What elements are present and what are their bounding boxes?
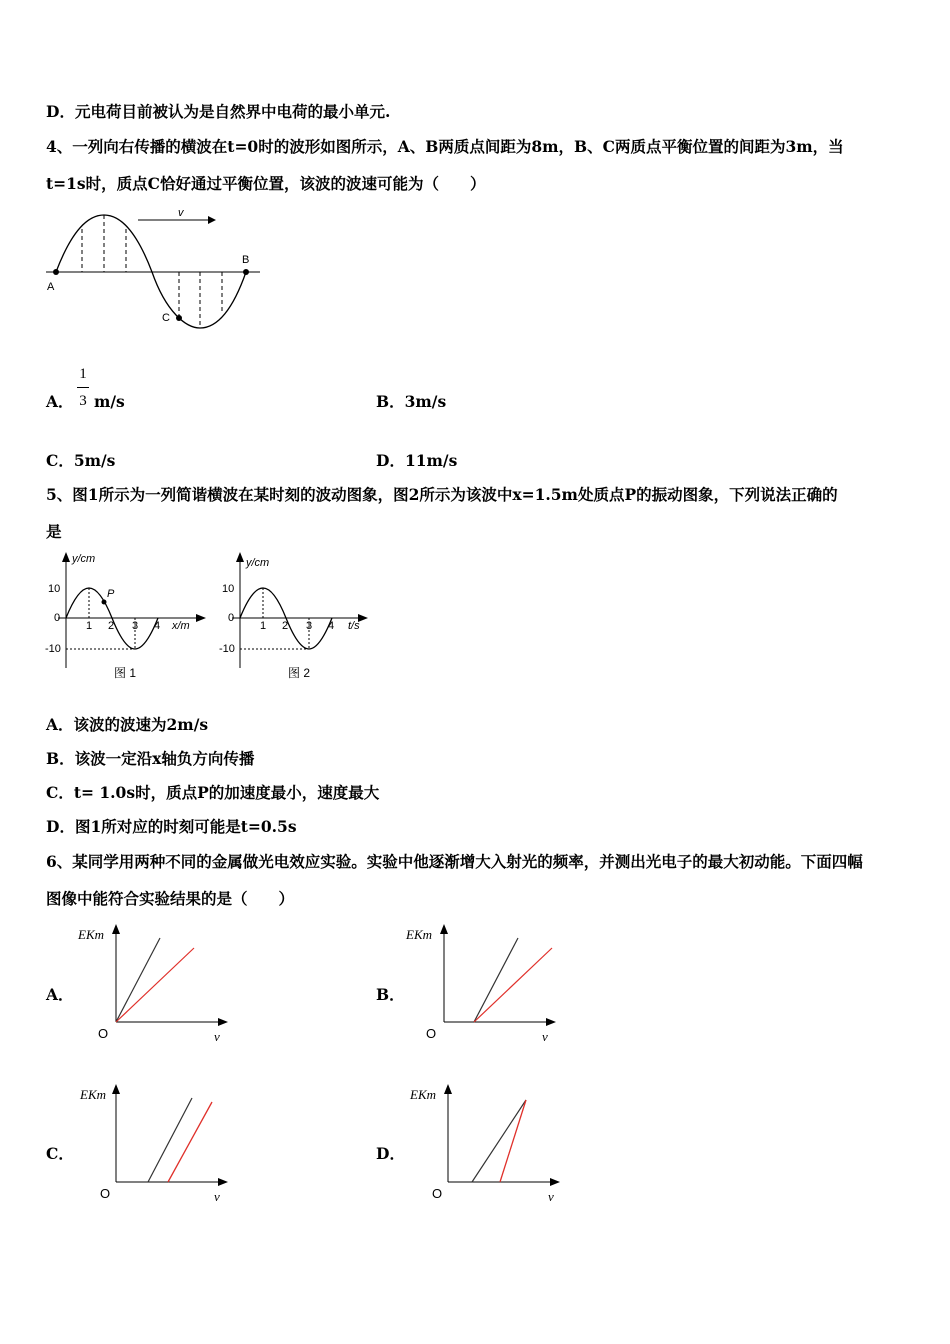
q5-fig1-wave-graph (40, 548, 210, 688)
point-a-dot (53, 269, 59, 275)
q4-option-b: B．3m/s (376, 392, 447, 411)
graph-d-origin: O (432, 1186, 443, 1201)
q5-stem-line1: 5、图1所示为一列简谐横波在某时刻的波动图象，图2所示为该波中x=1.5m处质点P的振动图象，下列说法正确的 (46, 485, 838, 504)
graph-b-black-line (474, 938, 518, 1022)
fig2-ylabel: y/cm (246, 557, 270, 569)
q5-option-d: D．图1所对应的时刻可能是t=0.5s (46, 817, 297, 836)
graph-d-red-line (500, 1100, 526, 1182)
fig1-ylabel: y/cm (72, 553, 96, 565)
point-p-dot (102, 600, 107, 605)
fig2-ytick-10: 10 (222, 583, 235, 595)
q4-option-a-denominator: 3 (79, 393, 87, 409)
fig1-xtick-4: 4 (154, 620, 161, 632)
fig2-ytick-0: 0 (228, 612, 235, 624)
velocity-label: v (178, 207, 184, 219)
fig1-ytick-0: 0 (54, 612, 61, 624)
q4-wave-figure (40, 200, 270, 340)
q5-option-b: B．该波一定沿x轴负方向传播 (46, 749, 255, 768)
fig2-xtick-4: 4 (328, 620, 335, 632)
q5-option-c: C．t= 1.0s时，质点P的加速度最小，速度最大 (46, 783, 380, 802)
fig1-xtick-1: 1 (86, 620, 93, 632)
fig1-ytick-neg10: -10 (45, 643, 61, 655)
point-p-label: P (107, 588, 115, 600)
graph-a-origin: O (98, 1026, 109, 1041)
q4-option-a-numerator: 1 (79, 366, 87, 382)
point-c-dot (176, 315, 182, 321)
point-c-label: C (162, 312, 170, 324)
fig2-xlabel: t/s (348, 620, 360, 632)
q4-stem-line1: 4、一列向右传播的横波在t=0时的波形如图所示，A、B两质点间距为8m，B、C两质点平衡位置的间距为3m，当 (46, 137, 844, 156)
graph-a-ylabel: EKm (78, 927, 104, 942)
q6-graph-b (398, 920, 568, 1050)
graph-b-red-line (474, 948, 552, 1022)
fig1-xlabel: x/m (172, 620, 190, 632)
q6-graph-d (402, 1080, 572, 1210)
q6-option-c-label: C． (46, 1144, 74, 1163)
q4-option-c: C．5m/s (46, 451, 116, 470)
point-a-label: A (47, 281, 55, 293)
fig1-ytick-10: 10 (48, 583, 61, 595)
q6-option-b-label: B． (376, 985, 405, 1004)
fig2-ytick-neg10: -10 (219, 643, 235, 655)
q6-option-a-label: A． (46, 985, 74, 1004)
q6-stem-line1: 6、某同学用两种不同的金属做光电效应实验。实验中他逐渐增大入射光的频率，并测出光电子的最大初动能。下面四幅 (46, 852, 863, 871)
fig2-xtick-1: 1 (260, 620, 267, 632)
fig2-caption: 图 2 (288, 666, 311, 680)
q4-option-d: D．11m/s (376, 451, 458, 470)
q6-graph-a (70, 920, 240, 1050)
fig1-caption: 图 1 (114, 666, 137, 680)
graph-a-red-line (116, 948, 194, 1022)
graph-b-origin: O (426, 1026, 437, 1041)
q4-option-a-unit: m/s (94, 392, 125, 411)
q4-stem-line2: t=1s时，质点C恰好通过平衡位置，该波的波速可能为（ ） (46, 174, 486, 193)
graph-a-xlabel: ν (214, 1029, 220, 1044)
graph-d-xlabel: ν (548, 1189, 554, 1204)
q6-stem-line2: 图像中能符合实验结果的是（ ） (46, 889, 295, 908)
graph-d-ylabel: EKm (410, 1087, 436, 1102)
graph-b-xlabel: ν (542, 1029, 548, 1044)
fig2-xtick-2: 2 (282, 620, 289, 632)
graph-c-black-line (148, 1098, 192, 1182)
point-b-dot (243, 269, 249, 275)
q5-fig2-vibration-graph (214, 548, 384, 688)
graph-b-ylabel: EKm (406, 927, 432, 942)
graph-c-origin: O (100, 1186, 111, 1201)
graph-d-black-line (472, 1100, 526, 1182)
q3-option-d: D．元电荷目前被认为是自然界中电荷的最小单元. (46, 102, 391, 121)
graph-a-black-line (116, 938, 160, 1022)
graph-c-ylabel: EKm (80, 1087, 106, 1102)
q6-graph-c (70, 1080, 240, 1210)
graph-c-red-line (168, 1102, 212, 1182)
fraction-bar (77, 387, 89, 388)
point-b-label: B (242, 254, 250, 266)
graph-c-xlabel: ν (214, 1189, 220, 1204)
q5-stem-line2: 是 (46, 522, 62, 541)
q6-option-d-label: D． (376, 1144, 405, 1163)
q4-option-a-label: A． (46, 392, 74, 411)
fig1-xtick-3: 3 (132, 620, 139, 632)
q5-option-a: A．该波的波速为2m/s (46, 715, 209, 734)
fig1-xtick-2: 2 (108, 620, 115, 632)
fig2-xtick-3: 3 (306, 620, 313, 632)
